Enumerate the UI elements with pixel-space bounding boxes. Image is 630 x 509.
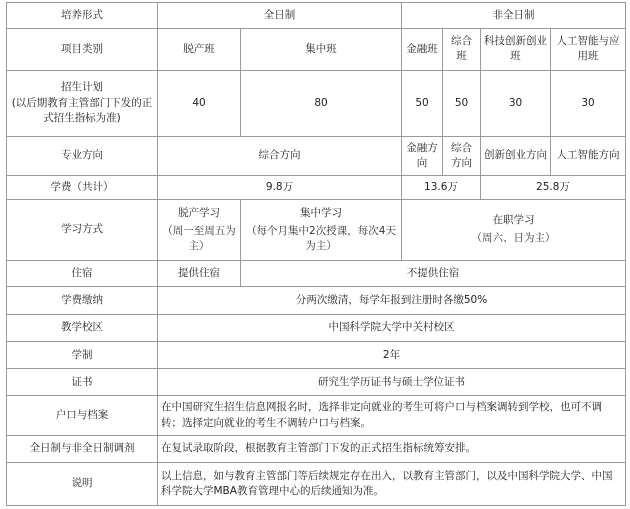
enrollment-note: (以后期教育主管部门下发的正式招生指标为准) (11, 96, 153, 124)
study-mode-offjob (158, 200, 241, 261)
tuition-label: 学费（共计） (7, 176, 158, 200)
study-mode-onjob-title: 在职学习 (492, 214, 535, 227)
major-innovation: 创新创业方向 (481, 136, 551, 176)
project-type-innovation: 科技创新创业班 (481, 29, 551, 71)
duration-value: 2年 (158, 342, 626, 369)
certificate-value: 研究生学历证书与硕士学位证书 (158, 369, 626, 396)
enrollment-general: 50 (443, 70, 481, 136)
housing-not-provided: 不提供住宿 (241, 260, 626, 286)
major-ai: 人工智能方向 (551, 136, 626, 176)
row-note (7, 463, 626, 506)
row-major (7, 136, 626, 176)
training-form-label: 培养形式 (7, 3, 158, 29)
note-value: 以上信息，如与教育主管部门等后续规定存在出入，以教育主管部门，以及中国科学院大学、中国科学院大学MBA教育管理中心的后续通知为准。 (158, 463, 626, 506)
row-adjust (7, 435, 626, 462)
row-tuition (7, 176, 626, 200)
row-hukou (7, 396, 626, 436)
row-study-mode (7, 200, 626, 261)
row-campus (7, 314, 626, 341)
row-certificate (7, 369, 626, 396)
enrollment-label-cell (7, 70, 158, 136)
major-label: 专业方向 (7, 136, 158, 176)
enrollment-innovation: 30 (481, 70, 551, 136)
row-enrollment (7, 70, 626, 136)
parttime-header: 非全日制 (402, 3, 626, 29)
note-label: 说明 (7, 463, 158, 506)
enrollment-offjob: 40 (158, 70, 241, 136)
project-type-general: 综合班 (443, 29, 481, 71)
row-duration (7, 342, 626, 369)
study-mode-offjob-note: （周一至周五为主） (162, 224, 236, 253)
project-type-offjob: 脱产班 (158, 29, 241, 71)
row-housing (7, 260, 626, 286)
hukou-value: 在中国研究生招生信息网报名时，选择非定向就业的考生可将户口与档案调转到学校，也可不调转；选择定向就业的考生不调转户口与档案。 (158, 396, 626, 436)
row-training-form (7, 3, 626, 29)
study-mode-onjob (402, 200, 626, 261)
row-payment (7, 286, 626, 314)
project-type-ai: 人工智能与应用班 (551, 29, 626, 71)
tuition-fulltime: 9.8万 (158, 176, 402, 200)
enrollment-label: 招生计划 (61, 81, 103, 94)
project-type-concentrated: 集中班 (241, 29, 402, 71)
admissions-table (6, 2, 626, 506)
duration-label: 学制 (7, 342, 158, 369)
enrollment-ai: 30 (551, 70, 626, 136)
payment-label: 学费缴纳 (7, 286, 158, 314)
major-finance: 金融方向 (402, 136, 443, 176)
study-mode-offjob-title: 脱产学习 (178, 206, 220, 219)
adjust-label: 全日制与非全日制调剂 (7, 435, 158, 462)
tuition-finance-general: 13.6万 (402, 176, 481, 200)
study-mode-label: 学习方式 (7, 200, 158, 261)
study-mode-concentrated (241, 200, 402, 261)
housing-provided: 提供住宿 (158, 260, 241, 286)
campus-label: 教学校区 (7, 314, 158, 341)
fulltime-header: 全日制 (158, 3, 402, 29)
major-fulltime: 综合方向 (158, 136, 402, 176)
project-type-finance: 金融班 (402, 29, 443, 71)
certificate-label: 证书 (7, 369, 158, 396)
project-type-label: 项目类别 (7, 29, 158, 71)
adjust-value: 在复试录取阶段，根据教育主管部门下发的正式招生指标统筹安排。 (158, 435, 626, 462)
study-mode-concentrated-note: （每个月集中2次授课，每次4天为主） (246, 224, 396, 253)
row-project-type (7, 29, 626, 71)
major-general: 综合方向 (443, 136, 481, 176)
payment-value: 分两次缴清，每学年报到注册时各缴50% (158, 286, 626, 314)
enrollment-finance: 50 (402, 70, 443, 136)
housing-label: 住宿 (7, 260, 158, 286)
campus-value: 中国科学院大学中关村校区 (158, 314, 626, 341)
study-mode-concentrated-title: 集中学习 (300, 206, 342, 219)
hukou-label: 户口与档案 (7, 396, 158, 436)
enrollment-concentrated: 80 (241, 70, 402, 136)
study-mode-onjob-note: （周六、日为主） (471, 232, 556, 245)
tuition-innovation-ai: 25.8万 (481, 176, 626, 200)
